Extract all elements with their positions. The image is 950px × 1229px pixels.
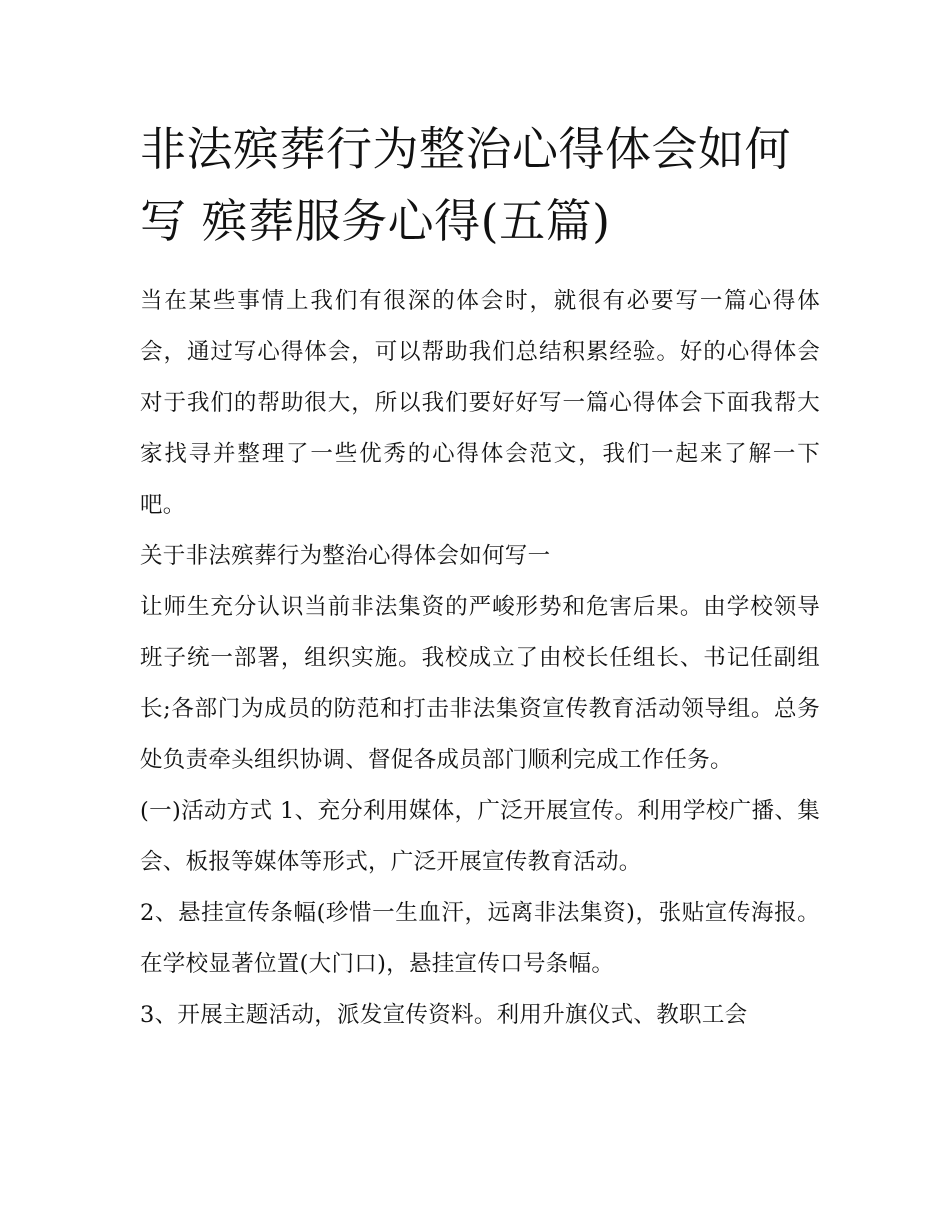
banner-paragraph: 2、悬挂宣传条幅(珍惜一生血汗，远离非法集资)，张贴宣传海报。在学校显著位置(大门口)，悬挂宣传口号条幅。: [140, 900, 820, 977]
activity-paragraph: (一)活动方式 1、充分利用媒体，广泛开展宣传。利用学校广播、集会、板报等媒体等形式，广泛开展宣传教育活动。: [140, 798, 820, 875]
body-paragraph: 让师生充分认识当前非法集资的严峻形势和危害后果。由学校领导班子统一部署，组织实施。我校成立了由校长任组长、书记任副组长;各部门为成员的防范和打击非法集资宣传教育活动领导组。总务处负责牵头组织协调、督促各成员部门顺利完成工作任务。: [140, 594, 820, 773]
document-title: 非法殡葬行为整治心得体会如何写 殡葬服务心得(五篇): [140, 122, 791, 248]
theme-activity-paragraph: 3、开展主题活动，派发宣传资料。利用升旗仪式、教职工会: [140, 1002, 748, 1028]
section-heading: 关于非法殡葬行为整治心得体会如何写一: [140, 543, 551, 569]
document-body: [140, 276, 820, 1041]
intro-paragraph: 当在某些事情上我们有很深的体会时，就很有必要写一篇心得体会，通过写心得体会，可以帮助我们总结积累经验。好的心得体会对于我们的帮助很大，所以我们要好好写一篇心得体会下面我帮大家找寻并整理了一些优秀的心得体会范文，我们一起来了解一下吧。: [140, 288, 820, 518]
